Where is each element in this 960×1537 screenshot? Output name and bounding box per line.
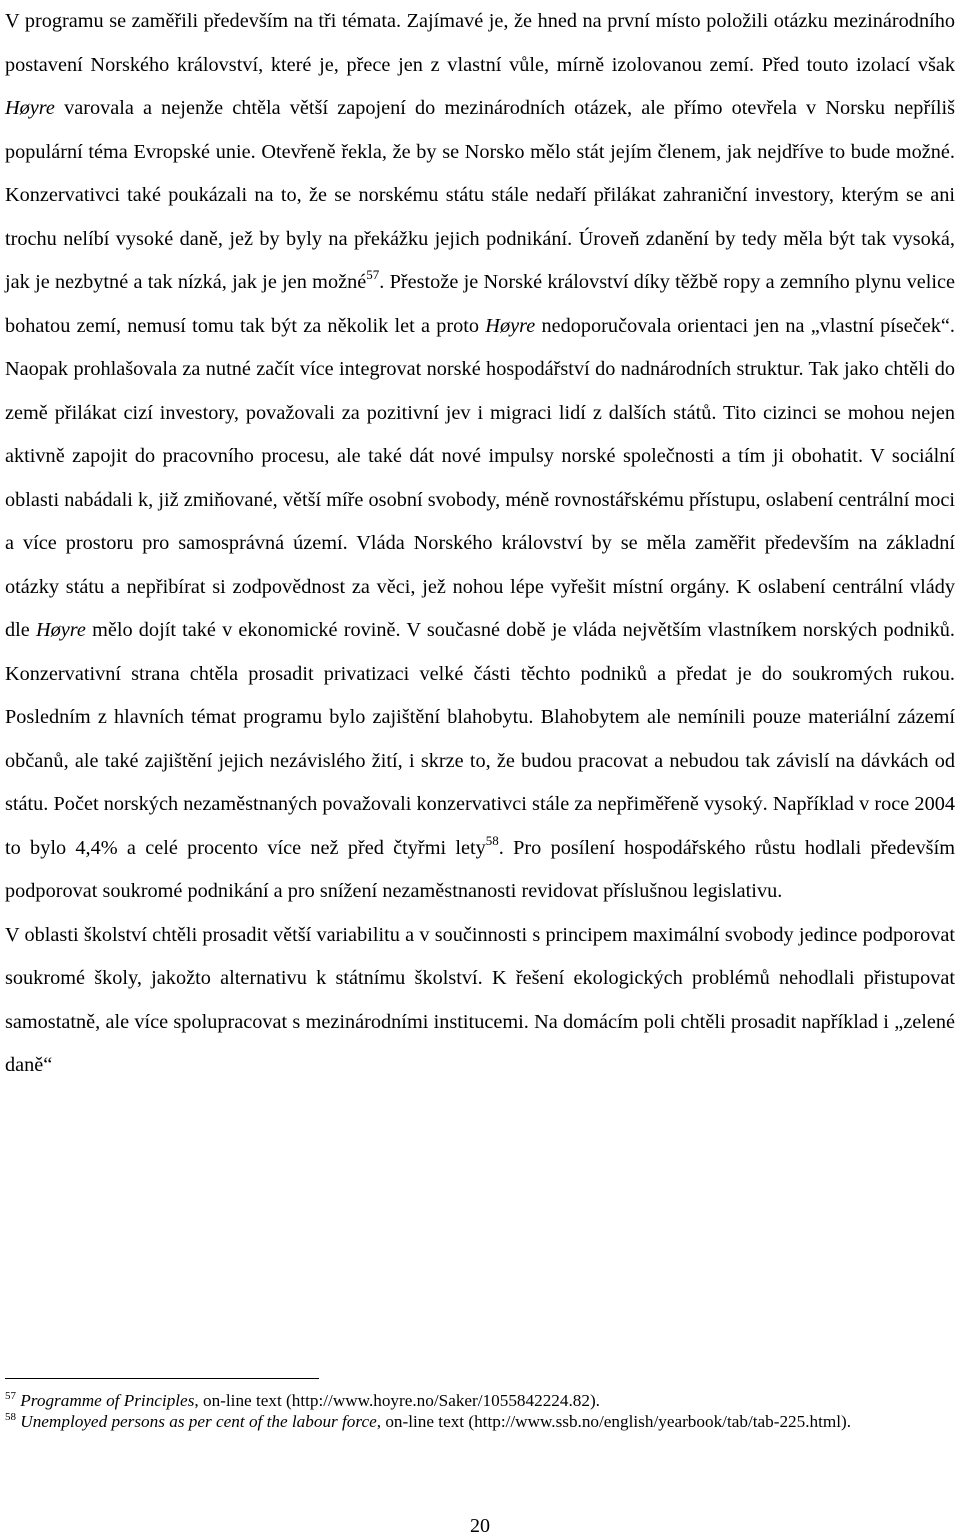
paragraph-1 <box>5 0 955 914</box>
text-run: nedoporučovala orientaci jen na „vlastní píseček“. Naopak prohlašovala za nutné začít více integrovat norské hospodářství do nadnárodních struktur. Tak jako chtěli do země přilákat cizí investory, považovali za pozitivní jev i migraci lidí z dalších států. Tito cizinci se mohou nejen aktivně zapojit do pracovního procesu, ale také dát nové impulsy norské společnosti a tím ji obohatit. V sociální oblasti nabádali k, již zmiňované, větší míře osobní svobody, méně rovnostářskému přístupu, oslabení centrální moci a více prostoru pro samosprávná území. Vláda Norského království by se měla zaměřit především na základní otázky státu a nepřibírat si zodpovědnost za věci, jež nohou lépe vyřešit místní orgány. K oslabení centrální vlády dle <box>5 314 955 641</box>
text-run: mělo dojít také v ekonomické rovině. V současné době je vláda největším vlastníkem norských podniků. Konzervativní strana chtěla prosadit privatizaci velké části těchto podniků a předat je do soukromých rukou. Posledním z hlavních témat programu bylo zajištění blahobytu. Blahobytem ale nemínili pouze materiální zázemí občanů, ale také zajištění jejich nezávislého žití, i skrze to, že budou pracovat a nebudou tak závislí na dávkách od státu. Počet norských nezaměstnaných považovali konzervativci stále za nepřiměřeně vysoký. Například v roce 2004 to bylo 4,4% a celé procento více než před čtyřmi lety <box>5 619 955 859</box>
paragraph-2: V oblasti školství chtěli prosadit větší variabilitu a v součinnosti s principem maximální svobody jedince podporovat soukromé školy, jakožto alternativu k státnímu školství. K řešení ekologických problémů nehodlali přistupovat samostatně, ale více spolupracovat s mezinárodními institucemi. Na domácím poli chtěli prosadit například i „zelené daně“ <box>5 923 955 1076</box>
text-run: . Přestože je Norské království díky těžbě ropy a zemního plynu velice bohatou zemí, nemusí tomu tak být za několik let a proto <box>5 271 955 337</box>
footnotes <box>5 1390 955 1432</box>
footnote-ref-57[interactable]: 57 <box>366 267 380 282</box>
party-name-italic: Høyre <box>485 314 536 337</box>
text-run: . Pro posílení hospodářského růstu hodlali především podporovat soukromé podnikání a pro snížení nezaměstnanosti revidovat příslušnou legislativu. <box>5 836 955 902</box>
body-text <box>5 0 955 1088</box>
party-name-italic: Høyre <box>5 97 55 119</box>
footnote-text: , on-line text (http://www.hoyre.no/Saker/1055842224.82). <box>194 1391 600 1410</box>
footnote-ref-58[interactable]: 58 <box>485 832 499 848</box>
footnote-58 <box>5 1411 955 1432</box>
footnote-text: , on-line text (http://www.ssb.no/english/yearbook/tab/tab-225.html). <box>376 1412 852 1431</box>
footnote-separator <box>5 1378 319 1379</box>
text-run: V programu se zaměřili především na tři témata. Zajímavé je, že hned na první místo položili otázku mezinárodního postavení Norského království, které je, přece jen z vlastní vůle, mírně izolovanou zemí. Před touto izolací však <box>5 10 955 76</box>
page-number: 20 <box>470 1515 490 1537</box>
footnote-title: Programme of Principles <box>20 1391 195 1410</box>
footnote-57 <box>5 1390 955 1411</box>
footnote-number: 58 <box>5 1411 16 1423</box>
footnote-title: Unemployed persons as per cent of the labour force <box>20 1412 377 1431</box>
text-run: varovala a nejenže chtěla větší zapojení do mezinárodních otázek, ale přímo otevřela v Norsku nepříliš populární téma Evropské unie. Otevřeně řekla, že by se Norsko mělo stát jejím členem, jak nejdříve to bude možné. Konzervativci také poukázali na to, že se norskému státu stále nedaří přilákat zahraniční investory, kterým se ani trochu nelíbí vysoké daně, jež by byly na překážku jejich podnikání. Úroveň zdanění by tedy měla být tak vysoká, jak je nezbytné a tak nízká, jak je jen možné <box>5 97 955 293</box>
footnote-number: 57 <box>5 1390 16 1402</box>
party-name-italic: Høyre <box>35 619 86 641</box>
